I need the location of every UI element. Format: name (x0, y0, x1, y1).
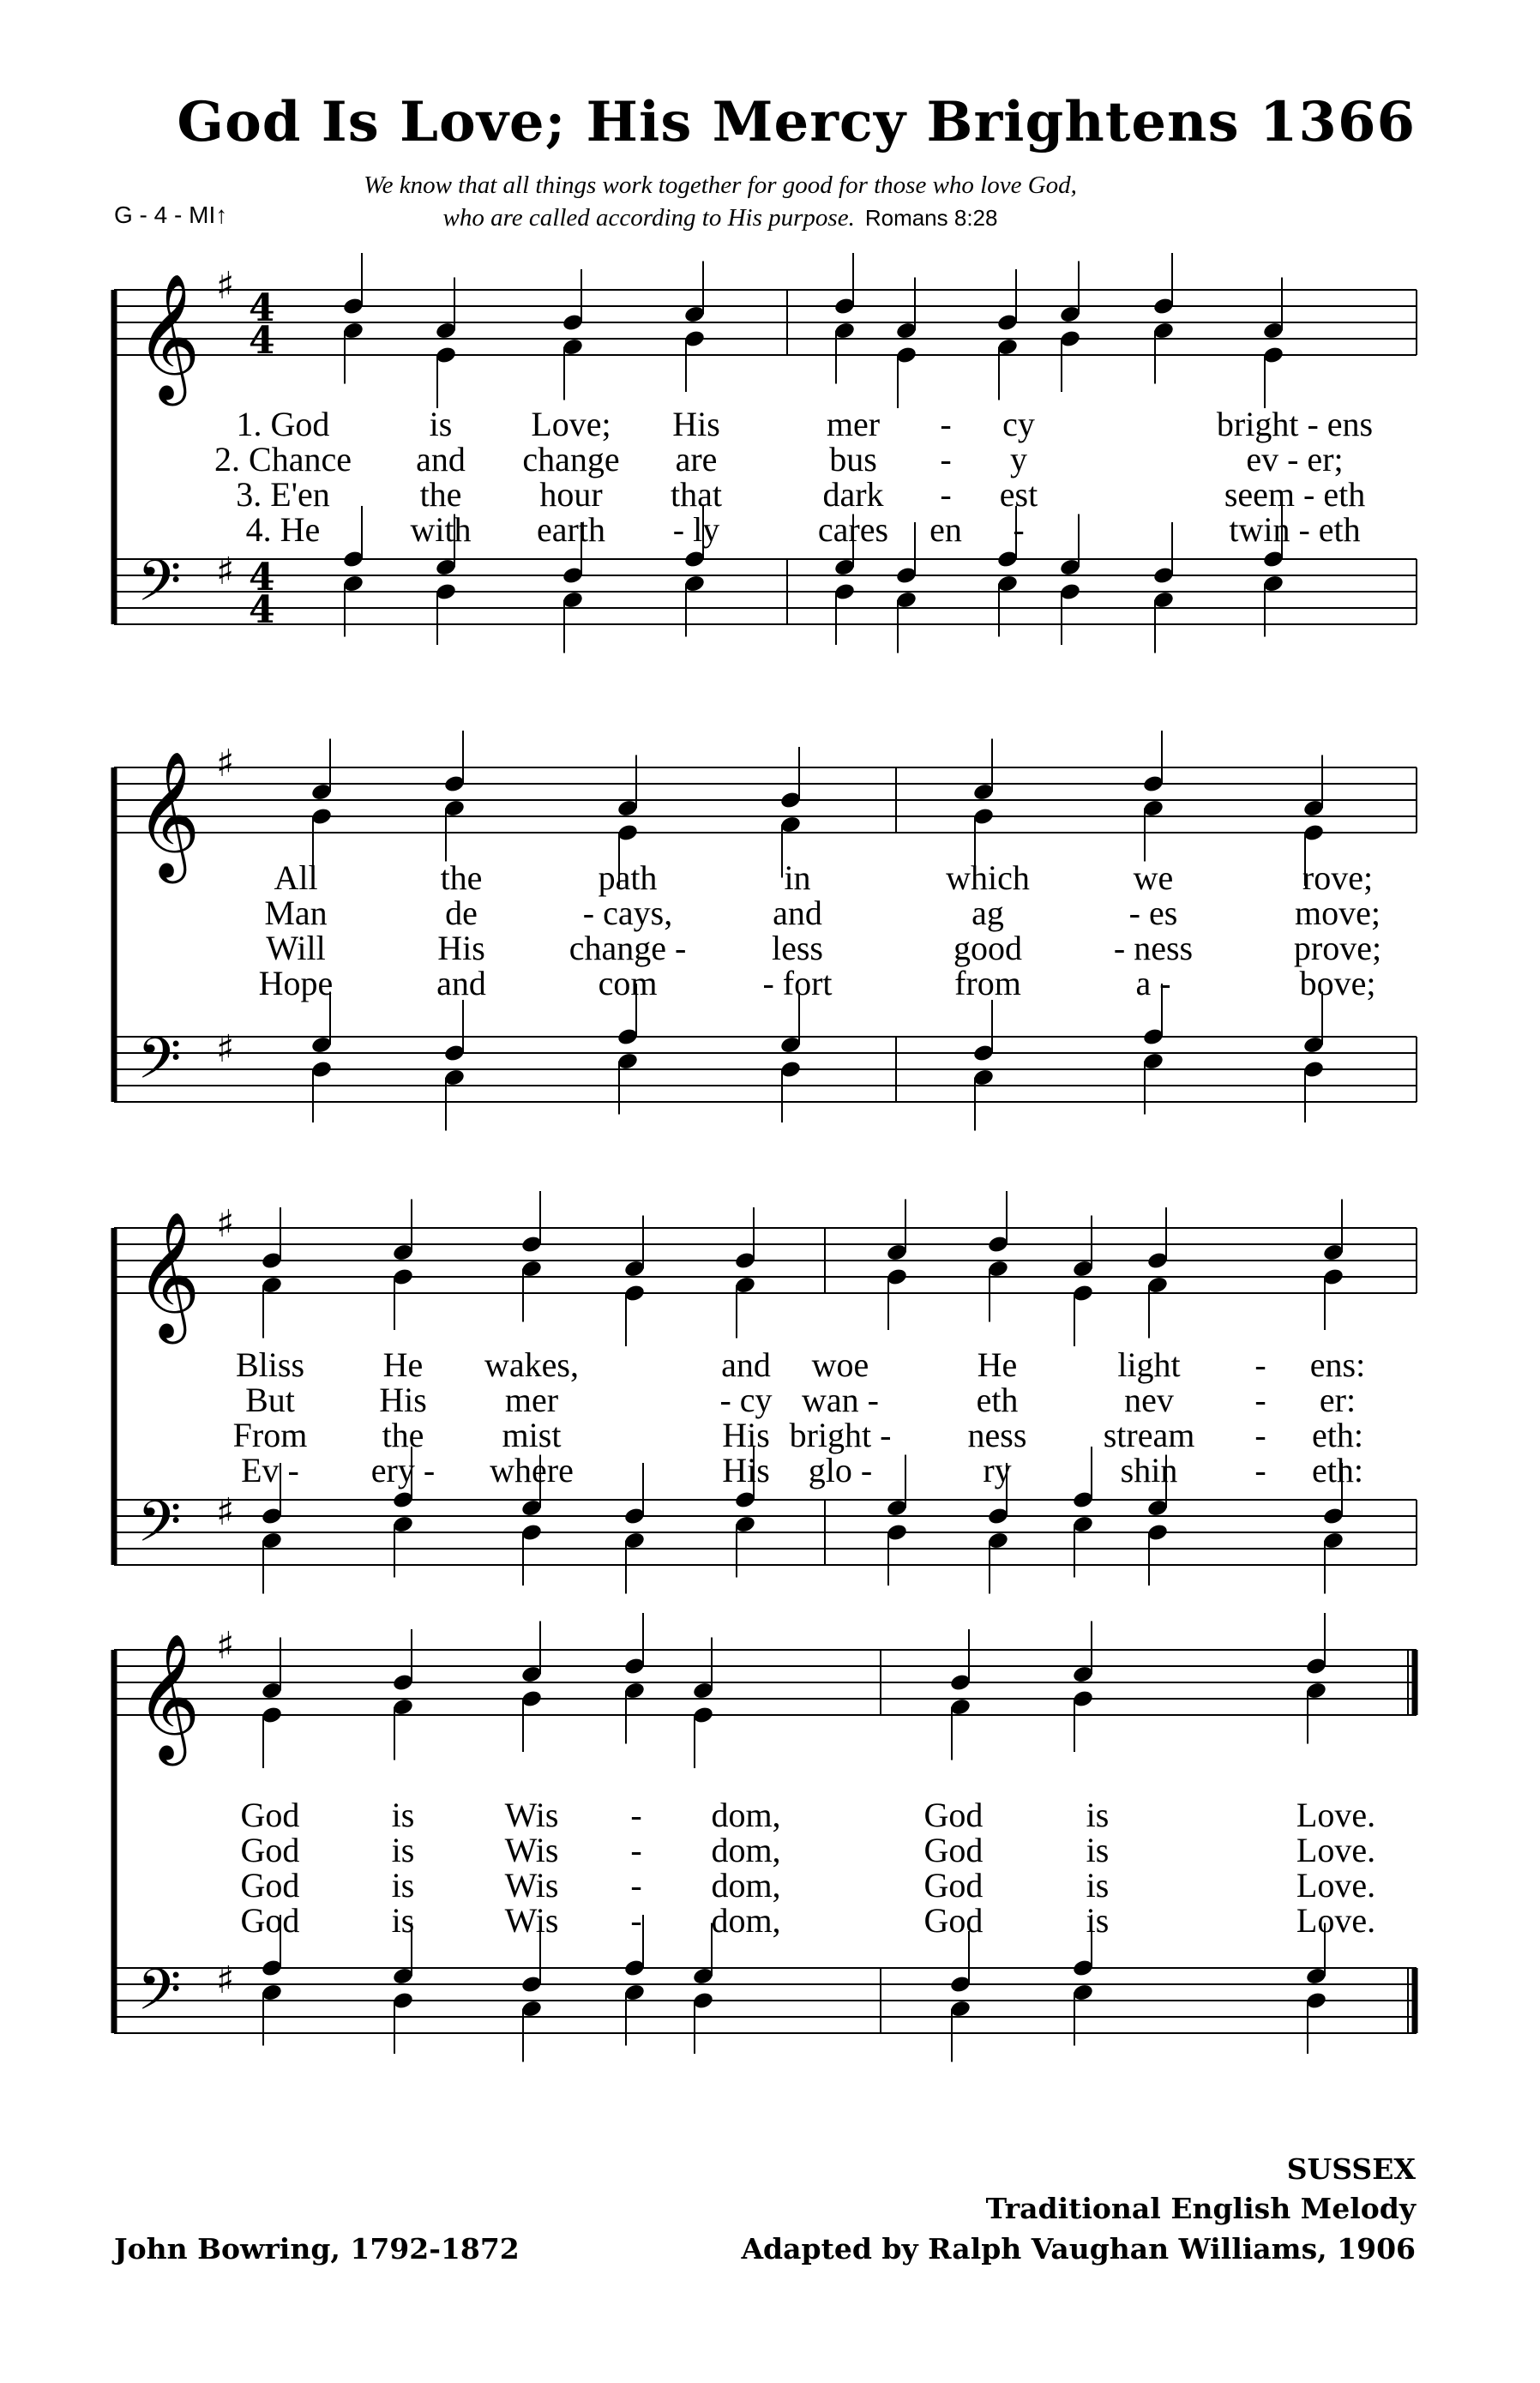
lyric-syllable: - (940, 405, 952, 443)
lyric-syllable: which (946, 858, 1030, 897)
lyric-syllable: Will (266, 929, 326, 967)
lyric-syllable: and (773, 894, 822, 932)
lyric-syllable: mer (826, 405, 881, 443)
lyric-syllable: Love; (531, 405, 611, 443)
lyric-syllable: eth: (1312, 1416, 1363, 1454)
lyric-syllable: is (1086, 1866, 1110, 1905)
tune-name: SUSSEX (1286, 2152, 1416, 2186)
lyric-syllable: - (1254, 1381, 1266, 1419)
lyric-syllable: - (940, 440, 952, 478)
lyric-syllable: - es (1128, 894, 1178, 932)
lyric-syllable: God (240, 1796, 300, 1834)
lyric-syllable: God (923, 1796, 984, 1834)
bass-clef-icon: 𝄢 (137, 548, 182, 628)
lyric-syllable: Bliss (235, 1345, 305, 1384)
lyric-syllable: 3. E'en (236, 475, 330, 514)
lyric-syllable: and (436, 964, 486, 1002)
lyric-syllable: glo - (808, 1451, 873, 1489)
time-signature-top: 4 (249, 286, 275, 330)
lyric-syllable: cy (1002, 405, 1035, 443)
lyric-syllable: y (1010, 440, 1027, 478)
lyric-syllable: is (429, 405, 453, 443)
lyric-syllable: 2. Chance (214, 440, 352, 478)
lyric-syllable: is (391, 1831, 415, 1869)
lyric-syllable: is (391, 1866, 415, 1905)
sharp-icon: ♯ (216, 1959, 235, 2002)
lyric-syllable: dom, (711, 1901, 781, 1940)
lyric-syllable: move; (1295, 894, 1381, 932)
lyric-syllable: where (490, 1451, 574, 1489)
lyric-syllable: nev (1124, 1381, 1174, 1419)
lyric-syllable: - (630, 1796, 642, 1834)
lyric-syllable: God (923, 1831, 984, 1869)
lyric-syllable: with (410, 510, 472, 549)
lyric-syllable: bright - (789, 1416, 892, 1454)
lyric-syllable: - (1013, 510, 1025, 549)
treble-clef-icon: 𝄞 (135, 1211, 201, 1339)
lyric-syllable: From (232, 1416, 308, 1454)
lyric-syllable: is (1086, 1901, 1110, 1940)
lyric-syllable: seem - eth (1224, 475, 1366, 514)
lyric-syllable: dom, (711, 1796, 781, 1834)
lyric-syllable: cares (817, 510, 889, 549)
hymn-title: God Is Love; His Mercy Brightens 1366 (177, 90, 1416, 154)
lyric-syllable: He (977, 1345, 1018, 1384)
lyric-syllable: Wis (504, 1866, 559, 1905)
lyric-syllable: stream (1103, 1416, 1195, 1454)
sharp-icon: ♯ (216, 1027, 235, 1071)
lyric-syllable: Love. (1296, 1831, 1376, 1869)
lyric-syllable: de (445, 894, 478, 932)
lyric-syllable: woe (811, 1345, 869, 1384)
lyric-syllable: Love. (1296, 1866, 1376, 1905)
sharp-icon: ♯ (216, 742, 235, 785)
lyric-syllable: dark (822, 475, 884, 514)
lyric-syllable: is (391, 1796, 415, 1834)
lyric-syllable: - ly (672, 510, 720, 549)
lyric-syllable: twin - eth (1229, 510, 1361, 549)
lyric-syllable: Love. (1296, 1796, 1376, 1834)
lyric-syllable: ag (972, 894, 1004, 932)
lyric-syllable: Wis (504, 1796, 559, 1834)
author-credit: John Bowring, 1792-1872 (114, 2232, 520, 2266)
lyric-syllable: light (1117, 1345, 1181, 1384)
lyric-syllable: dom, (711, 1831, 781, 1869)
lyric-syllable: and (416, 440, 466, 478)
lyric-syllable: - (1254, 1416, 1266, 1454)
lyric-syllable: change - (568, 929, 687, 967)
lyric-syllable: we (1133, 858, 1174, 897)
lyric-syllable: earth (537, 510, 605, 549)
lyric-syllable: com (598, 964, 658, 1002)
lyric-syllable: God (240, 1831, 300, 1869)
lyric-syllable: mer (504, 1381, 559, 1419)
lyric-syllable: the (382, 1416, 424, 1454)
sharp-icon: ♯ (216, 264, 235, 308)
lyric-syllable: bright - ens (1216, 405, 1374, 443)
lyric-syllable: en (929, 510, 962, 549)
lyric-syllable: are (675, 440, 718, 478)
lyric-syllable: - (1254, 1345, 1266, 1384)
lyric-syllable: His (379, 1381, 427, 1419)
lyric-syllable: But (245, 1381, 295, 1419)
sharp-icon: ♯ (216, 1202, 235, 1246)
lyric-syllable: ery - (370, 1451, 436, 1489)
lyric-syllable: er: (1319, 1381, 1357, 1419)
lyric-syllable: God (923, 1866, 984, 1905)
bass-clef-icon: 𝄢 (137, 1489, 182, 1568)
lyric-syllable: shin (1120, 1451, 1178, 1489)
lyric-syllable: path (598, 858, 658, 897)
lyric-syllable: 1. God (236, 405, 330, 443)
lyric-syllable: bove; (1299, 964, 1376, 1002)
lyric-syllable: - fort (762, 964, 833, 1002)
lyric-syllable: ens: (1309, 1345, 1366, 1384)
lyric-syllable: God (240, 1866, 300, 1905)
treble-clef-icon: 𝄞 (135, 750, 201, 878)
lyric-syllable: - ness (1113, 929, 1194, 967)
key-text: G - 4 - MI (114, 202, 216, 228)
lyric-syllable: eth: (1312, 1451, 1363, 1489)
epigraph-text: who are called according to His purpose. (442, 204, 855, 232)
lyric-syllable: dom, (711, 1866, 781, 1905)
lyric-syllable: and (721, 1345, 771, 1384)
lyric-syllable: - (630, 1866, 642, 1905)
lyric-syllable: a - (1135, 964, 1171, 1002)
treble-clef-icon: 𝄞 (135, 1633, 201, 1760)
lyric-syllable: God (240, 1901, 300, 1940)
lyric-syllable: His (722, 1451, 770, 1489)
lyric-syllable: est (999, 475, 1038, 514)
lyric-syllable: is (391, 1901, 415, 1940)
lyric-syllable: from (954, 964, 1021, 1002)
treble-clef-icon: 𝄞 (135, 273, 201, 400)
lyric-syllable: - (630, 1831, 642, 1869)
lyric-syllable: wakes, (484, 1345, 579, 1384)
lyric-syllable: He (382, 1345, 424, 1384)
tune-source: Traditional English Melody (985, 2192, 1416, 2225)
lyric-syllable: prove; (1293, 929, 1382, 967)
lyric-syllable: ry (983, 1451, 1012, 1489)
bass-clef-icon: 𝄢 (137, 1026, 182, 1105)
up-arrow-icon: ↑ (215, 202, 228, 228)
bass-clef-icon: 𝄢 (137, 1957, 182, 2037)
lyric-syllable: Ev - (241, 1451, 299, 1489)
lyric-syllable: Hope (258, 964, 334, 1002)
lyric-syllable: in (784, 858, 811, 897)
lyric-syllable: - cy (719, 1381, 773, 1419)
lyric-syllable: ness (967, 1416, 1027, 1454)
lyric-syllable: ev - er; (1246, 440, 1344, 478)
lyric-syllable: good (953, 929, 1022, 967)
lyric-syllable: - cays, (582, 894, 673, 932)
time-signature-bottom: 4 (249, 319, 275, 363)
lyric-syllable: Man (264, 894, 328, 932)
lyric-syllable: wan - (802, 1381, 879, 1419)
lyric-syllable: - (1254, 1451, 1266, 1489)
sharp-icon: ♯ (216, 1490, 235, 1534)
lyric-syllable: the (440, 858, 483, 897)
sharp-icon: ♯ (216, 1624, 235, 1668)
lyric-syllable: His (437, 929, 485, 967)
lyric-syllable: His (722, 1416, 770, 1454)
lyric-syllable: mist (502, 1416, 562, 1454)
lyric-syllable: His (672, 405, 720, 443)
lyric-syllable: less (772, 929, 823, 967)
epigraph-line-1: We know that all things work together for good for those who love God, (364, 172, 1077, 199)
lyric-syllable: - (940, 475, 952, 514)
lyric-syllable: bus (829, 440, 877, 478)
time-signature-top: 4 (249, 556, 275, 599)
lyric-syllable: is (1086, 1796, 1110, 1834)
time-signature-bottom: 4 (249, 588, 275, 632)
lyric-syllable: - (630, 1901, 642, 1940)
scripture-reference: Romans 8:28 (864, 205, 998, 231)
lyric-syllable: All (274, 858, 318, 897)
sharp-icon: ♯ (216, 550, 235, 593)
lyric-syllable: rove; (1302, 858, 1374, 897)
lyric-syllable: Wis (504, 1901, 559, 1940)
lyric-syllable: the (419, 475, 462, 514)
lyric-syllable: change (522, 440, 620, 478)
lyric-syllable: hour (539, 475, 603, 514)
lyric-syllable: that (671, 475, 722, 514)
lyric-syllable: is (1086, 1831, 1110, 1869)
lyric-syllable: 4. He (245, 510, 321, 549)
lyric-syllable: Love. (1296, 1901, 1376, 1940)
lyric-syllable: eth (976, 1381, 1019, 1419)
lyric-syllable: Wis (504, 1831, 559, 1869)
adapter-credit: Adapted by Ralph Vaughan Williams, 1906 (741, 2232, 1416, 2266)
lyric-syllable: God (923, 1901, 984, 1940)
